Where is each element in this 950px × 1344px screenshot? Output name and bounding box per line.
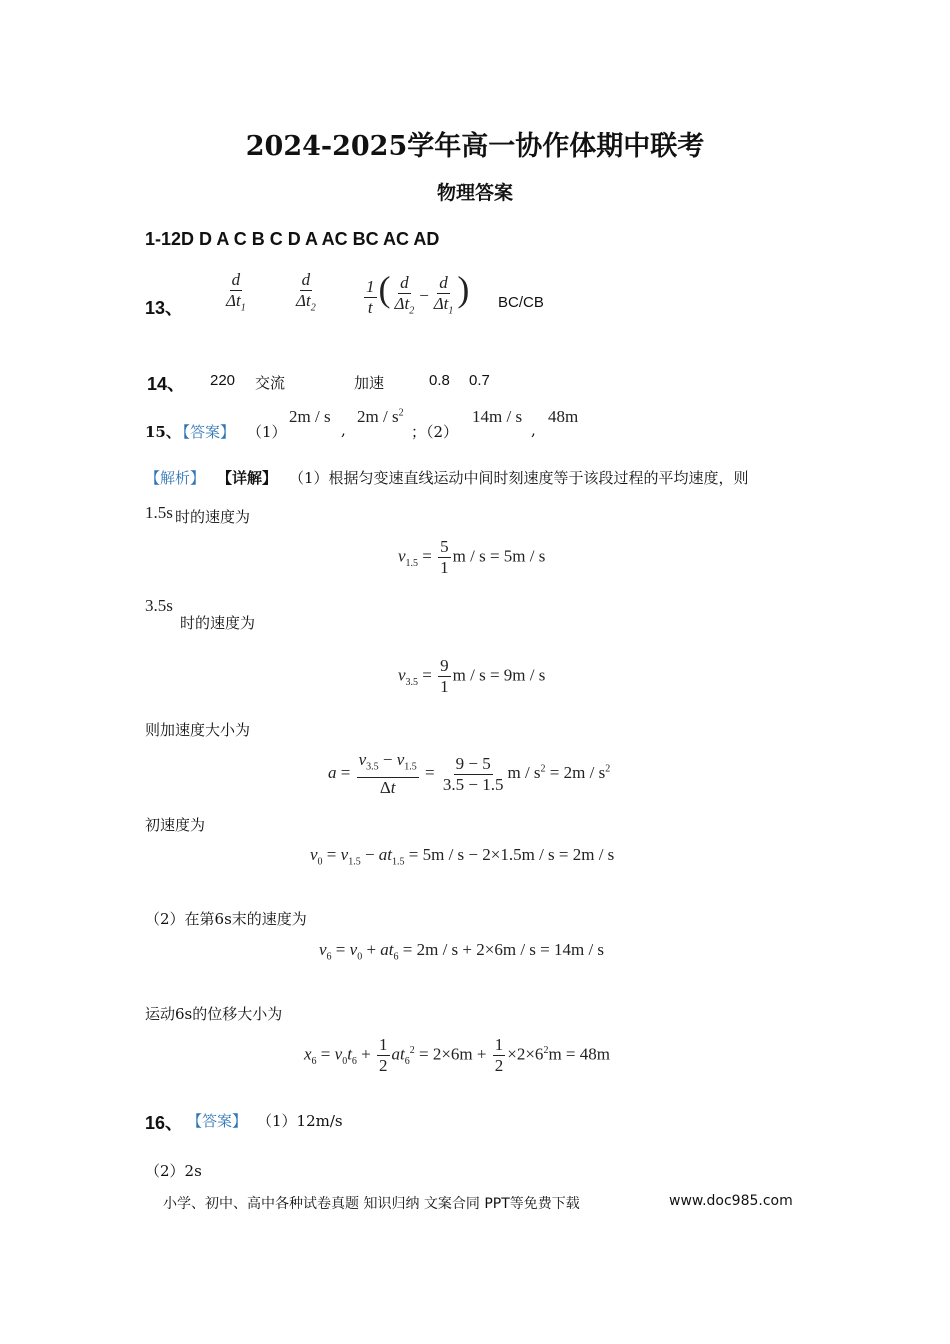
footer-link[interactable]: www.doc985.com	[669, 1193, 793, 1209]
q15-part1: （1）	[247, 423, 287, 441]
q13-formula-2: $\frac{d}{\Delta t_2}$	[296, 270, 316, 314]
page-title: 2024-2025学年高一协作体期中联考	[245, 131, 705, 162]
q15-ans2a: 14m / s	[472, 407, 523, 426]
q14-value-1: 220	[210, 372, 236, 389]
eq-x6: $x_6 = v_0t_6$ + $\frac{1}{2}$ $at_6^2 = 2\times 6m$ + $\frac{1}{2}$ $\times 2\times 6^2m = 48m$	[304, 1035, 610, 1075]
q14-value-3: 加速	[354, 375, 385, 392]
footer-text: 小学、初中、高中各种试卷真题 知识归纳 文案合同 PPT等免费下载	[163, 1196, 580, 1212]
q16-ans1: （1）12m/s	[257, 1112, 343, 1130]
time-1-5s: 1.5s	[145, 503, 173, 522]
q15-ans2b: 48m	[548, 407, 579, 426]
q14-value-4: 0.8	[429, 372, 450, 389]
q13-extra: BC/CB	[498, 294, 544, 311]
analysis-line-1: （1）根据匀变速直线运动中间时刻速度等于该段过程的平均速度，则	[289, 469, 749, 487]
q15-ans1b-value: 2m / s	[357, 407, 399, 426]
time-3-5s-text: 时的速度为	[180, 614, 256, 632]
q14-value-5: 0.7	[469, 372, 490, 389]
q15-sep: ；（2）	[411, 423, 459, 441]
analysis-tag: 【解析】	[145, 469, 206, 487]
eq-accel: a = $\frac{v_{3.5} - v_{1.5}}{\Delta t}$ = $\frac{9 - 5}{3.5 - 1.5}$ $m / s^2 = 2m / s^2$	[328, 750, 611, 798]
page-subtitle: 物理答案	[436, 182, 513, 204]
v0-text: 初速度为	[145, 816, 206, 834]
q16-answer-tag: 【答案】	[187, 1112, 248, 1130]
eq-v6: $v_6 = v_0 + at_6 = 2m / s + 2\times 6m / s = 14m / s$	[319, 940, 605, 963]
q15-comma-2: ,	[531, 421, 536, 439]
disp-text: 运动6s的位移大小为	[145, 1005, 283, 1023]
q13-formula-1: $\frac{d}{\Delta t_1}$	[226, 270, 246, 314]
eq-v35: $v_{3.5}$ = $\frac{9}{1}$ m / s = 9m / s	[398, 656, 546, 696]
eq-v15: $v_{1.5}$ = $\frac{5}{1}$ m / s = 5m / s	[398, 537, 546, 577]
eq-v0: $v_0 = v_{1.5} - at_{1.5} = 5m / s - 2\times 1.5m / s = 2m / s$	[310, 845, 615, 868]
q13-formula-3: $\frac{1}{t}$ ( $\frac{d}{\Delta t_2}$ − $\frac{d}{\Delta t_1}$ )	[366, 269, 470, 317]
mc-answers: 1-12D D A C B C D A AC BC AC AD	[145, 229, 440, 249]
q16-ans2: （2）2s	[145, 1162, 202, 1180]
time-3-5s: 3.5s	[145, 596, 173, 615]
q16-label: 16、	[145, 1113, 184, 1133]
part2-text: （2）在第6s末的速度为	[145, 910, 307, 928]
q15-label: 15、	[145, 423, 181, 441]
q15-answer-tag: 【答案】	[175, 423, 236, 441]
q14-label: 14、	[147, 374, 186, 394]
time-1-5s-text: 时的速度为	[175, 508, 251, 526]
q15-ans1b: $2m / s^2$	[357, 407, 404, 426]
q13-label: 13、	[145, 298, 184, 318]
q14-value-2: 交流	[255, 375, 286, 392]
detail-tag: 【详解】	[217, 469, 278, 487]
q15-ans1a: 2m / s	[289, 407, 331, 426]
q15-comma-1: ,	[341, 421, 346, 439]
accel-text: 则加速度大小为	[145, 721, 251, 739]
